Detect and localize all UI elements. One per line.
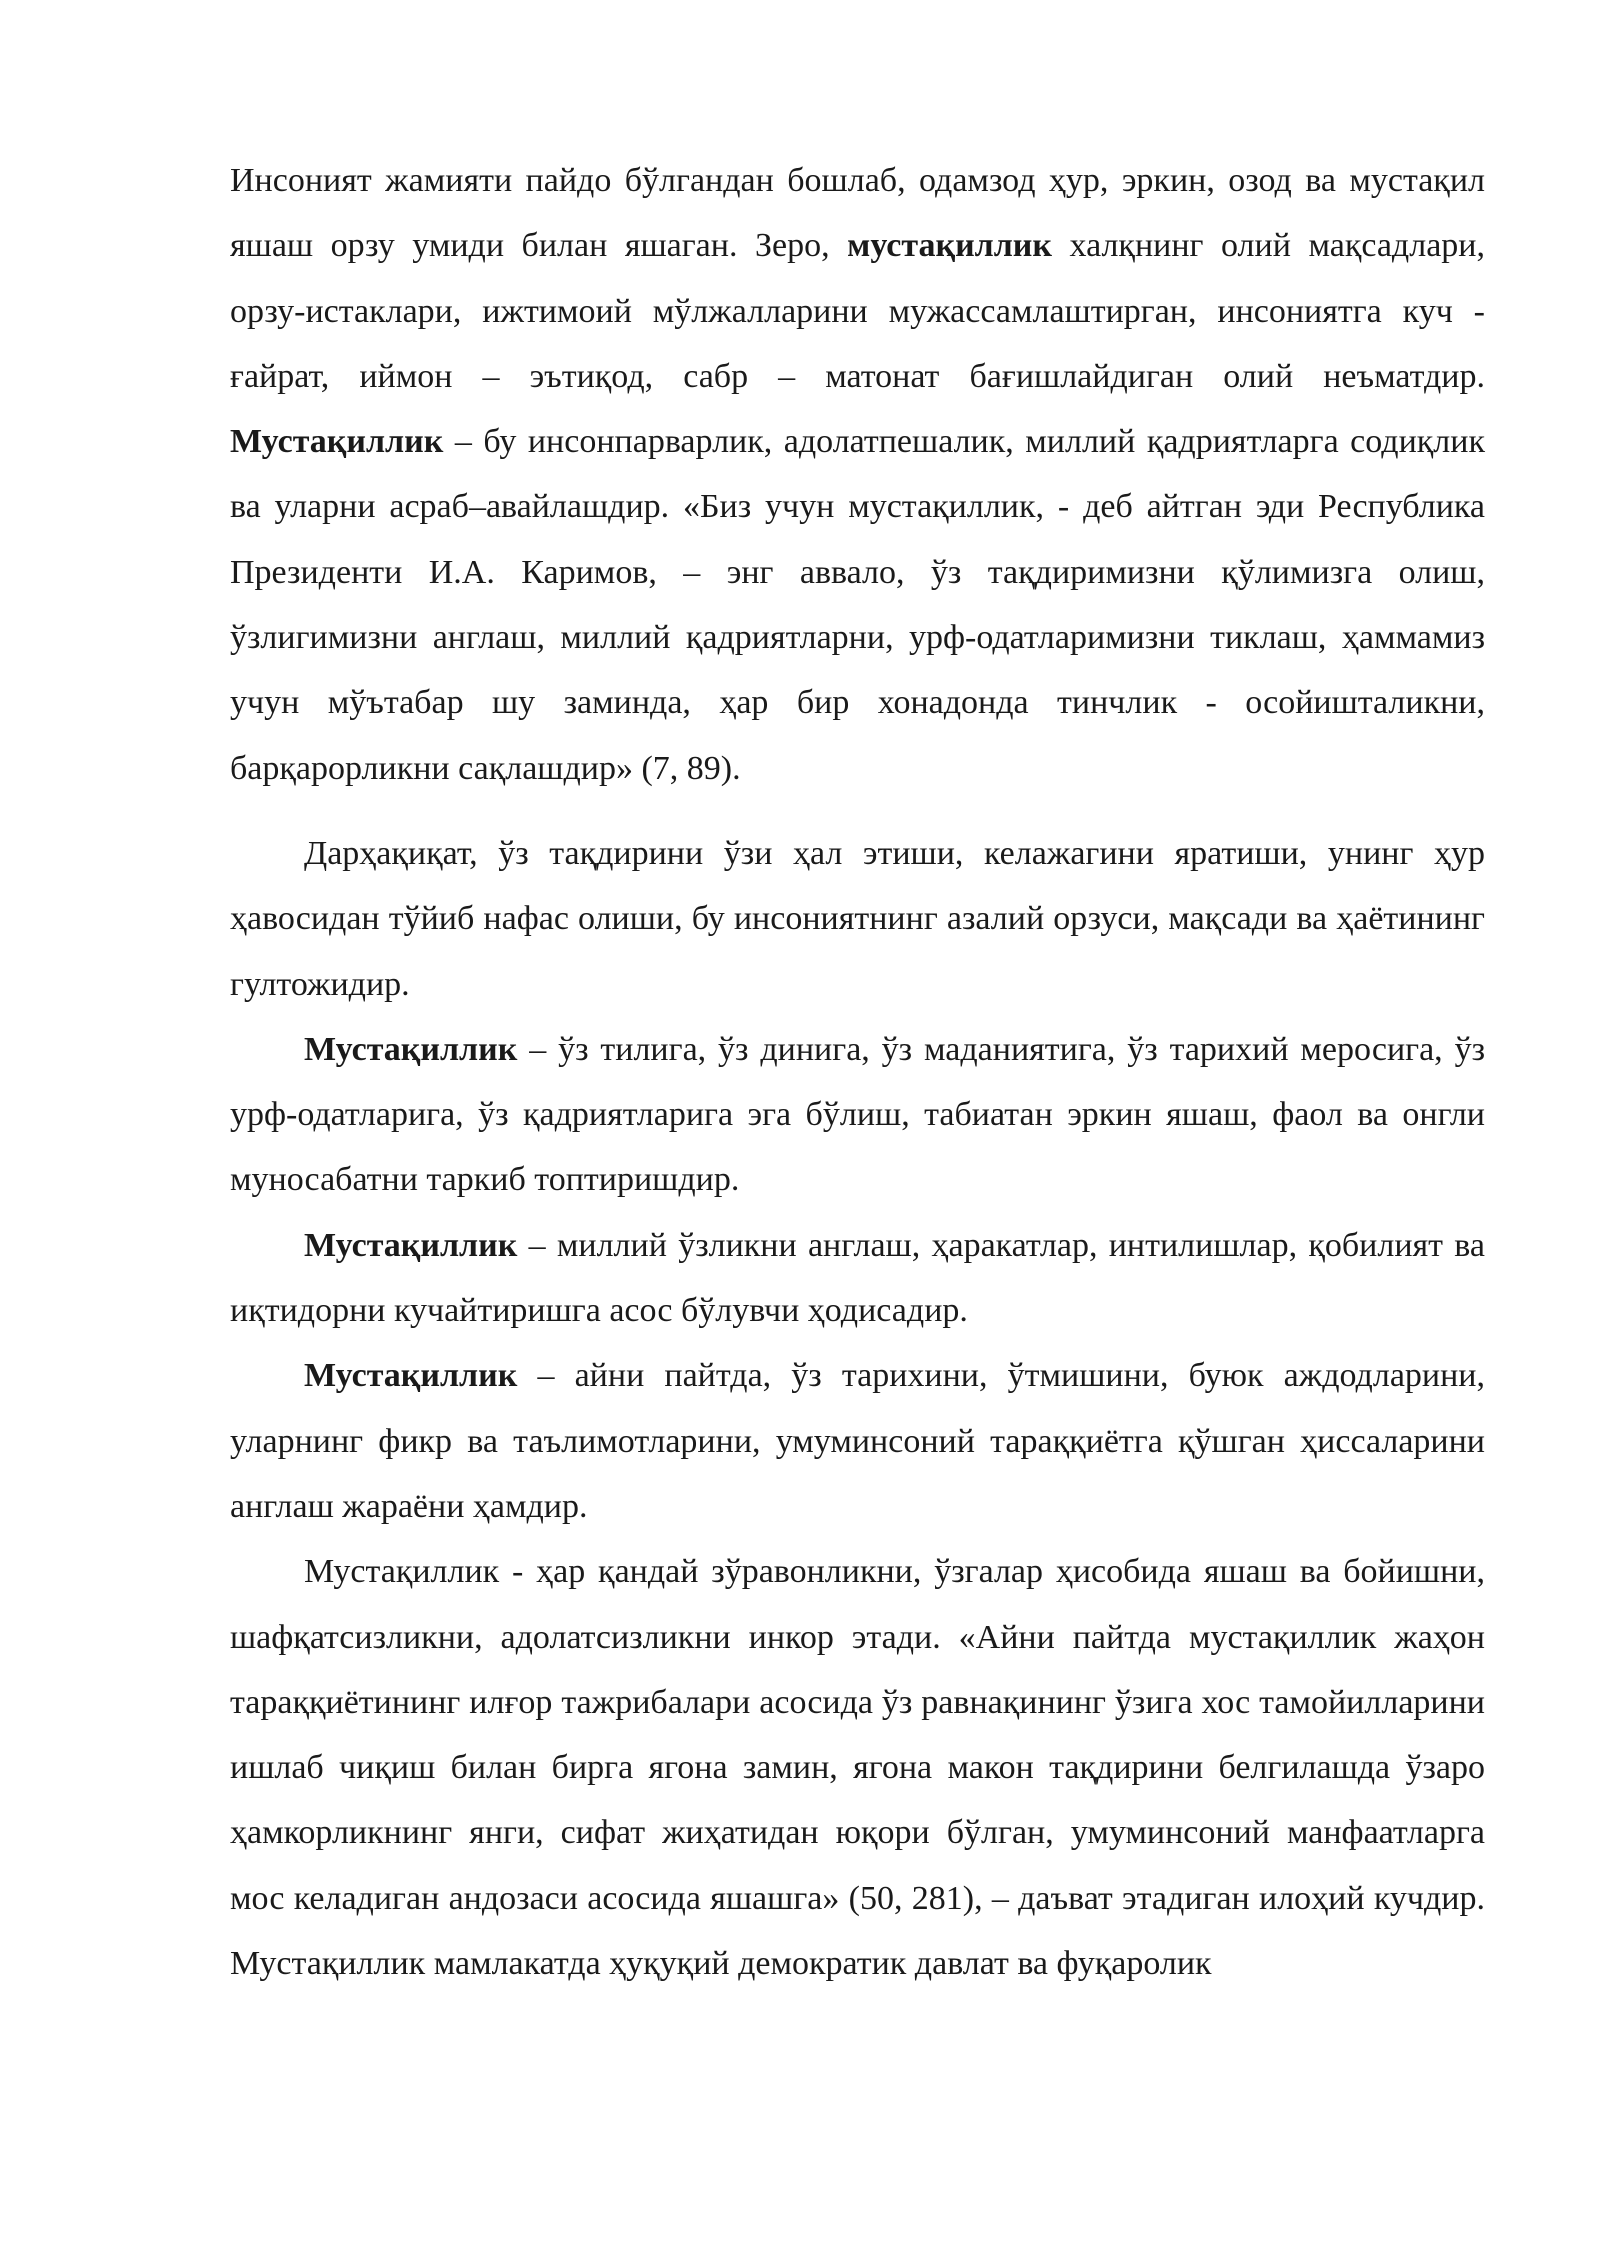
paragraph-1-run-1: Инсоният жамияти пайдо бўлгандан бошлаб, одамзод ҳур, эркин, озод ва мустақил яшаш орзу умиди билан яшаган. Зеро, [230, 162, 1485, 265]
paragraph-1 [230, 148, 1485, 801]
paragraph-2 [230, 821, 1485, 1017]
paragraph-5 [230, 1343, 1485, 1539]
paragraph-2-run-1: Дарҳақиқат, ўз тақдирини ўзи ҳал этиши, келажагини яратиши, унинг ҳур ҳавосидан тўйиб нафас олиши, бу инсониятнинг азалий орзуси, мақсади ва ҳаётининг гултожидир. [230, 834, 1485, 1003]
paragraph-3 [230, 1017, 1485, 1213]
paragraph-5-bold-term: Мустақиллик [304, 1357, 518, 1395]
paragraph-1-run-3: халқнинг олий мақсадлари, орзу-истаклари, ижтимоий мўлжалларини мужассамлаштирган, инсониятга куч - ғайрат, иймон – эътиқод, сабр – матонат бағишлайдиган олий неъматдир. [230, 227, 1485, 395]
paragraph-6-run-1: Мустақиллик - ҳар қандай зўравонликни, ўзгалар ҳисобида яшаш ва бойишни, шафқатсизликни, адолатсизликни инкор этади. «Айни пайтда мустақиллик жаҳон тараққиётининг илғор тажрибалари асосида ўз равнақининг ўзига хос тамойилларини ишлаб чиқиш билан бирга ягона замин, ягона макон тақдирини белгилашда ўзаро ҳамкорликнинг янги, сифат жиҳатидан юқори бўлган, умуминсоний манфаатларга мос келадиган андозаси асосида яшашга» (50, 281), – даъват этадиган илоҳий кучдир. Мустақиллик мамлакатда ҳуқуқий демократик давлат ва фуқаролик [230, 1553, 1485, 1983]
paragraph-1-bold-term-2: Мустақиллик [230, 423, 444, 461]
paragraph-3-bold-term: Мустақиллик [304, 1030, 518, 1068]
paragraph-6 [230, 1539, 1485, 1996]
paragraph-5-run-2: – айни пайтда, ўз тарихини, ўтмишини, буюк аждодларини, уларнинг фикр ва таълимотларини, умуминсоний тараққиётга қўшган ҳиссаларини англаш жараёни ҳамдир. [230, 1357, 1485, 1525]
paragraph-4-bold-term: Мустақиллик [304, 1226, 518, 1264]
paragraph-1-run-5: – бу инсонпарварлик, адолатпешалик, миллий қадриятларга содиқлик ва уларни асраб–авайлашдир. «Биз учун мустақиллик, - деб айтган эди Республика Президенти И.А. Каримов, – энг аввало, ўз тақдиримизни қўлимизга олиш, ўзлигимизни англаш, миллий қадриятларни, урф-одатларимизни тиклаш, ҳаммамиз учун мўътабар шу заминда, ҳар бир хонадонда тинчлик - осойишталикни, барқарорликни сақлашдир» (7, 89). [230, 423, 1485, 787]
paragraph-3-run-2: – ўз тилига, ўз динига, ўз маданиятига, ўз тарихий меросига, ўз урф-одатларига, ўз қадриятларига эга бўлиш, табиатан эркин яшаш, фаол ва онгли муносабатни таркиб топтиришдир. [230, 1030, 1485, 1199]
paragraph-1-bold-term-1: мустақиллик [847, 227, 1052, 265]
paragraph-4 [230, 1213, 1485, 1344]
paragraph-4-run-2: – миллий ўзликни англаш, ҳаракатлар, интилишлар, қобилият ва иқтидорни кучайтиришга асос бўлувчи ҳодисадир. [230, 1226, 1485, 1330]
document-page [230, 148, 1485, 1996]
